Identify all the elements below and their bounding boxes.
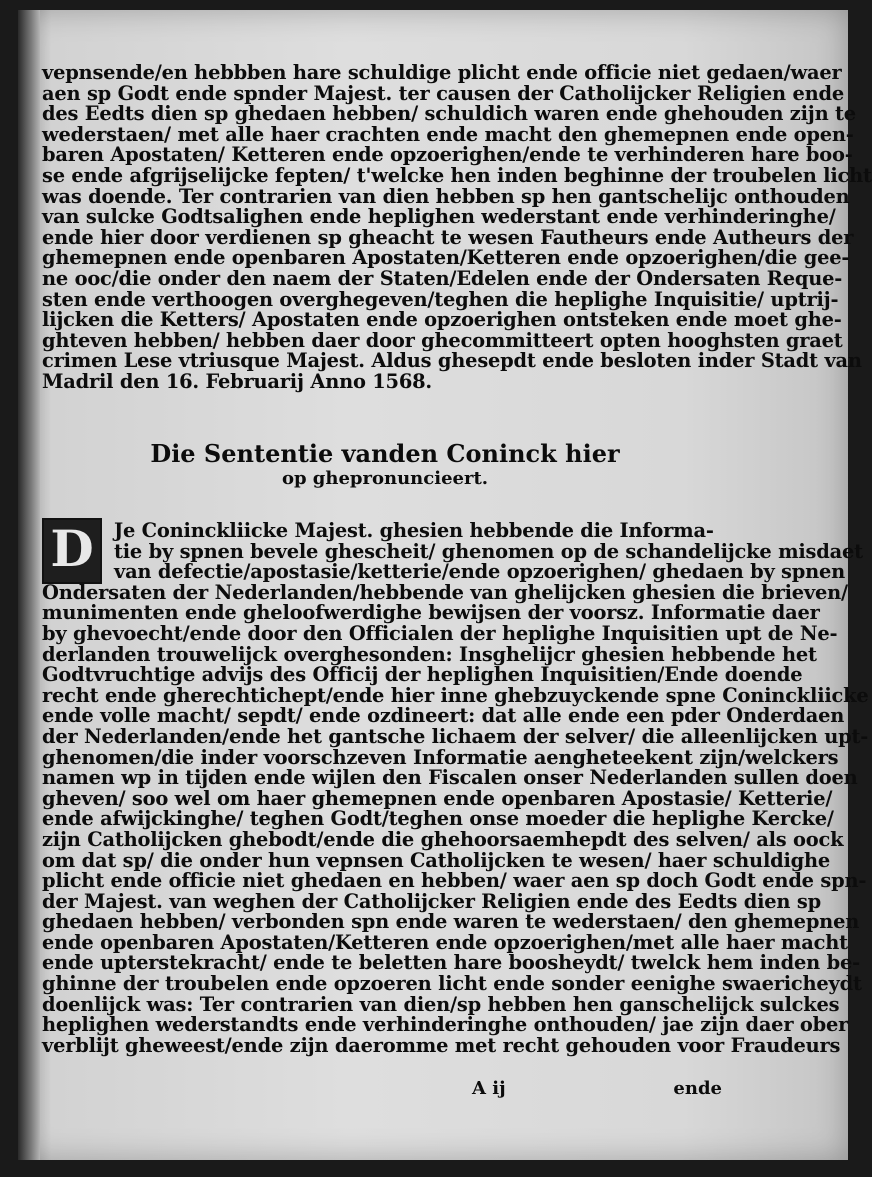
text-line: ghenomen/die inder voorschzeven Informatie aengheteekent zijn/welckers bbox=[42, 745, 839, 769]
text-line: was doende. Ter contrarien van dien hebben sp hen gantschelijc onthouden bbox=[42, 184, 850, 208]
text-line: ende afwijckinghe/ teghen Godt/teghen onse moeder die heplighe Kercke/ bbox=[42, 807, 834, 831]
text-line: vepnsende/en hebbben hare schuldige plicht ende officie niet gedaen/waer bbox=[42, 61, 842, 84]
text-line: by ghevoecht/ende door den Officialen der heplighe Inquisitien upt de Ne- bbox=[42, 621, 838, 645]
text-line: ghemepnen ende openbaren Apostaten/Ketteren ende opzoerighen/die gee- bbox=[42, 246, 850, 270]
text-line: ghedaen hebben/ verbonden spn ende waren te wederstaen/ den ghemepnen bbox=[42, 910, 860, 934]
heading-subtitle: op ghepronuncieert. bbox=[281, 468, 489, 489]
text-line: munimenten ende gheloofwerdighe bewijsen der voorsz. Informatie daer bbox=[42, 601, 820, 625]
text-line: plicht ende officie niet ghedaen en hebben/ waer aen sp doch Godt ende spn- bbox=[42, 869, 867, 893]
section-heading bbox=[42, 440, 728, 490]
text-line: aen sp Godt ende spnder Majest. ter causen der Catholijcker Religien ende bbox=[42, 81, 845, 105]
text-line: crimen Lese vtriusque Majest. Aldus ghesepdt ende besloten inder Stadt van bbox=[42, 349, 862, 373]
body-paragraph bbox=[42, 519, 869, 1057]
text-line: Ondersaten der Nederlanden/hebbende van ghelijcken ghesien die brieven/ bbox=[42, 580, 848, 604]
text-line: heplighen wederstandts ende verhinderinghe onthouden/ jae zijn daer ober bbox=[42, 1013, 849, 1037]
text-line: ghteven hebben/ hebben daer door ghecommitteert opten hooghsten graet bbox=[42, 328, 843, 352]
text-line: des Eedts dien sp ghedaen hebben/ schuldich waren ende ghehouden zijn te bbox=[42, 102, 856, 126]
heading-title: Die Sententie vanden Coninck hier bbox=[150, 439, 620, 468]
text-line: der Nederlanden/ende het gantsche lichaem der selver/ die alleenlijcken upt- bbox=[42, 724, 869, 748]
text-line: sten ende verthoogen overghegeven/teghen die heplighe Inquisitie/ uptrij- bbox=[42, 287, 839, 311]
page-footer bbox=[42, 1078, 728, 1100]
text-line: van sulcke Godtsalighen ende heplighen wederstant ende verhinderinghe/ bbox=[42, 205, 836, 229]
signature-mark: A ij bbox=[472, 1078, 506, 1099]
text-line: ende openbaren Apostaten/Ketteren ende opzoerighen/met alle haer macht bbox=[42, 930, 848, 954]
text-line: om dat sp/ die onder hun vepnsen Catholijcken te wesen/ haer schuldighe bbox=[42, 848, 831, 872]
text-line: recht ende gherechtichept/ende hier inne ghebzuyckende spne Coninckliicke bbox=[42, 683, 869, 707]
text-line: derlanden trouwelijck overghesonden: Insghelijcr ghesien hebbende het bbox=[42, 642, 817, 666]
text-line: lijcken die Ketters/ Apostaten ende opzoerighen ontsteken ende moet ghe- bbox=[42, 308, 842, 332]
text-line: namen wp in tijden ende wijlen den Fiscalen onser Nederlanden sullen doen bbox=[42, 766, 858, 790]
text-line: Je Coninckliicke Majest. ghesien hebbende die Informa- bbox=[114, 519, 714, 542]
text-line: verblijt gheweest/ende zijn daeromme met recht gehouden voor Fraudeurs bbox=[42, 1033, 841, 1057]
text-line: Madril den 16. Februarij Anno 1568. bbox=[42, 369, 432, 393]
text-line: tie by spnen bevele ghescheit/ ghenomen op de schandelijcke misdaet bbox=[114, 539, 863, 563]
text-line: van defectie/apostasie/ketterie/ende opzoerighen/ ghedaen by spnen bbox=[114, 560, 846, 584]
text-line: Godtvruchtige advijs des Officij der heplighen Inquisitien/Ende doende bbox=[42, 663, 803, 687]
catchword: ende bbox=[673, 1078, 722, 1099]
text-line: der Majest. van weghen der Catholijcker Religien ende des Eedts dien sp bbox=[42, 889, 821, 913]
binding-gutter bbox=[18, 10, 40, 1160]
text-line: wederstaen/ met alle haer crachten ende macht den ghemepnen ende open- bbox=[42, 122, 854, 146]
drop-cap-initial: D bbox=[42, 518, 102, 584]
text-line: ghinne der troubelen ende opzoeren licht ende sonder eenighe swaericheydt bbox=[42, 972, 862, 996]
text-line: gheven/ soo wel om haer ghemepnen ende openbaren Apostasie/ Ketterie/ bbox=[42, 786, 833, 810]
text-line: ende hier door verdienen sp gheacht te wesen Fautheurs ende Autheurs der bbox=[42, 225, 854, 249]
text-line: ende upterstekracht/ ende te beletten hare boosheydt/ twelck hem inden be- bbox=[42, 951, 860, 975]
top-paragraph bbox=[42, 61, 872, 393]
text-line: ende volle macht/ sepdt/ ende ozdineert: dat alle ende een pder Onderdaen bbox=[42, 704, 845, 728]
text-line: ne ooc/die onder den naem der Staten/Edelen ende der Ondersaten Reque- bbox=[42, 266, 843, 290]
text-line: doenlijck was: Ter contrarien van dien/sp hebben hen ganschelijck sulckes bbox=[42, 992, 840, 1016]
text-line: zijn Catholijcken ghebodt/ende die ghehoorsaemhepdt des selven/ als oock bbox=[42, 827, 844, 851]
text-line: baren Apostaten/ Ketteren ende opzoerighen/ende te verhinderen hare boo- bbox=[42, 143, 853, 167]
text-line: se ende afgrijselijcke fepten/ t'welcke hen inden beghinne der troubelen licht bbox=[42, 163, 872, 187]
